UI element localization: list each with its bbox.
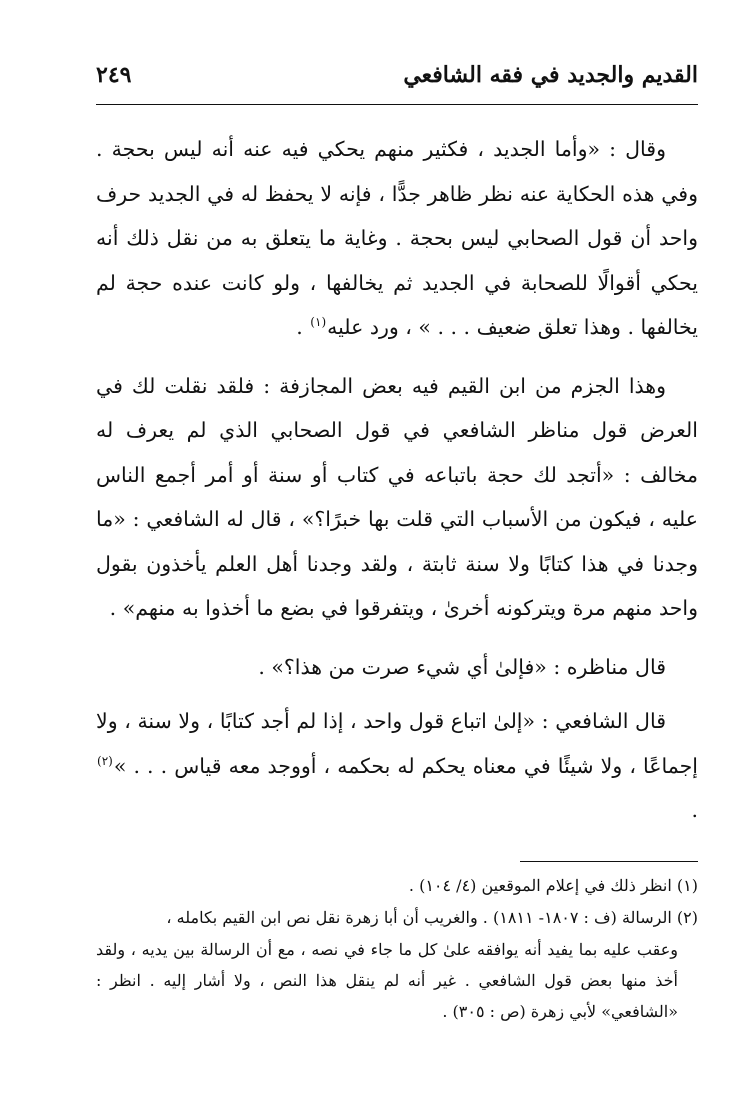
footnote-2-first-line: (٢) الرسالة (ف : ١٨٠٧- ١٨١١) . والغريب أن أبا زهرة نقل نص ابن القيم بكامله ، [166, 907, 698, 927]
book-page [96, 58, 698, 1028]
footnote-divider [520, 861, 698, 862]
footnote-ref-2[interactable]: (٢) [97, 753, 113, 768]
running-title: القديم والجديد في فقه الشافعي [403, 62, 698, 88]
paragraph-1-end: . [296, 315, 310, 339]
main-text [96, 127, 698, 833]
paragraph-2: وهذا الجزم من ابن القيم فيه بعض المجازفة : فلقد نقلت لك في العرض قول مناظر الشافعي في قول الصحابي الذي لم يعرف له مخالف : «أتجد لك حجة باتباعه في كتاب أو سنة أو أمر أجمع الناس عليه ، فيكون من الأسباب التي قلت بها خبرًا؟» ، قال له الشافعي : «ما وجدنا في هذا كتابًا ولا سنة ثابتة ، ولقد وجدنا أهل العلم يأخذون بقول واحد منهم مرة ويتركونه أخرىٰ ، ويتفرقوا في بضع ما أخذوا به منهم» . [96, 373, 698, 620]
paragraph-3: قال مناظره : «فإلىٰ أي شيء صرت من هذا؟» . [258, 654, 666, 679]
paragraph-4 [96, 699, 698, 833]
page-number: ٢٤٩ [96, 62, 132, 88]
paragraph-1 [96, 127, 698, 350]
paragraph-4-end: . [691, 798, 698, 822]
paragraph-1-text: وقال : «وأما الجديد ، فكثير منهم يحكي فيه عنه أنه ليس بحجة . وفي هذه الحكاية عنه نظر ظاهر جدًّا ، فإنه لا يحفظ له في الجديد حرف واحد أن قول الصحابي ليس بحجة . وغاية ما يتعلق به من نقل ذلك أنه يحكي أقوالًا للصحابة في الجديد ثم يخالفها ، ولو كانت عنده حجة لم يخالفها . وهذا تعلق ضعيف . . . » ، ورد عليه [96, 137, 698, 339]
footnotes [96, 870, 698, 1027]
footnote-2-continuation: وعقب عليه بما يفيد أنه يوافقه علىٰ كل ما جاء في نصه ، مع أن الرسالة بين يديه ، ولقد أخذ منها بعض قول الشافعي . غير أنه لم ينقل هذا النص ، ولا أشار إليه . انظر : «الشافعي» لأبي زهرة (ص : ٣٠٥) . [96, 939, 678, 1021]
footnote-ref-1[interactable]: (١) [310, 315, 327, 330]
footnote-1: (١) انظر ذلك في إعلام الموقعين (٤/ ١٠٤) . [408, 875, 698, 895]
paragraph-4-text: قال الشافعي : «إلىٰ اتباع قول واحد ، إذا لم أجد كتابًا ، ولا سنة ، ولا إجماعًا ، ولا شيئًا في معناه يحكم له بحكمه ، أووجد معه قياس . . . » [96, 709, 698, 778]
page-header [96, 58, 698, 105]
